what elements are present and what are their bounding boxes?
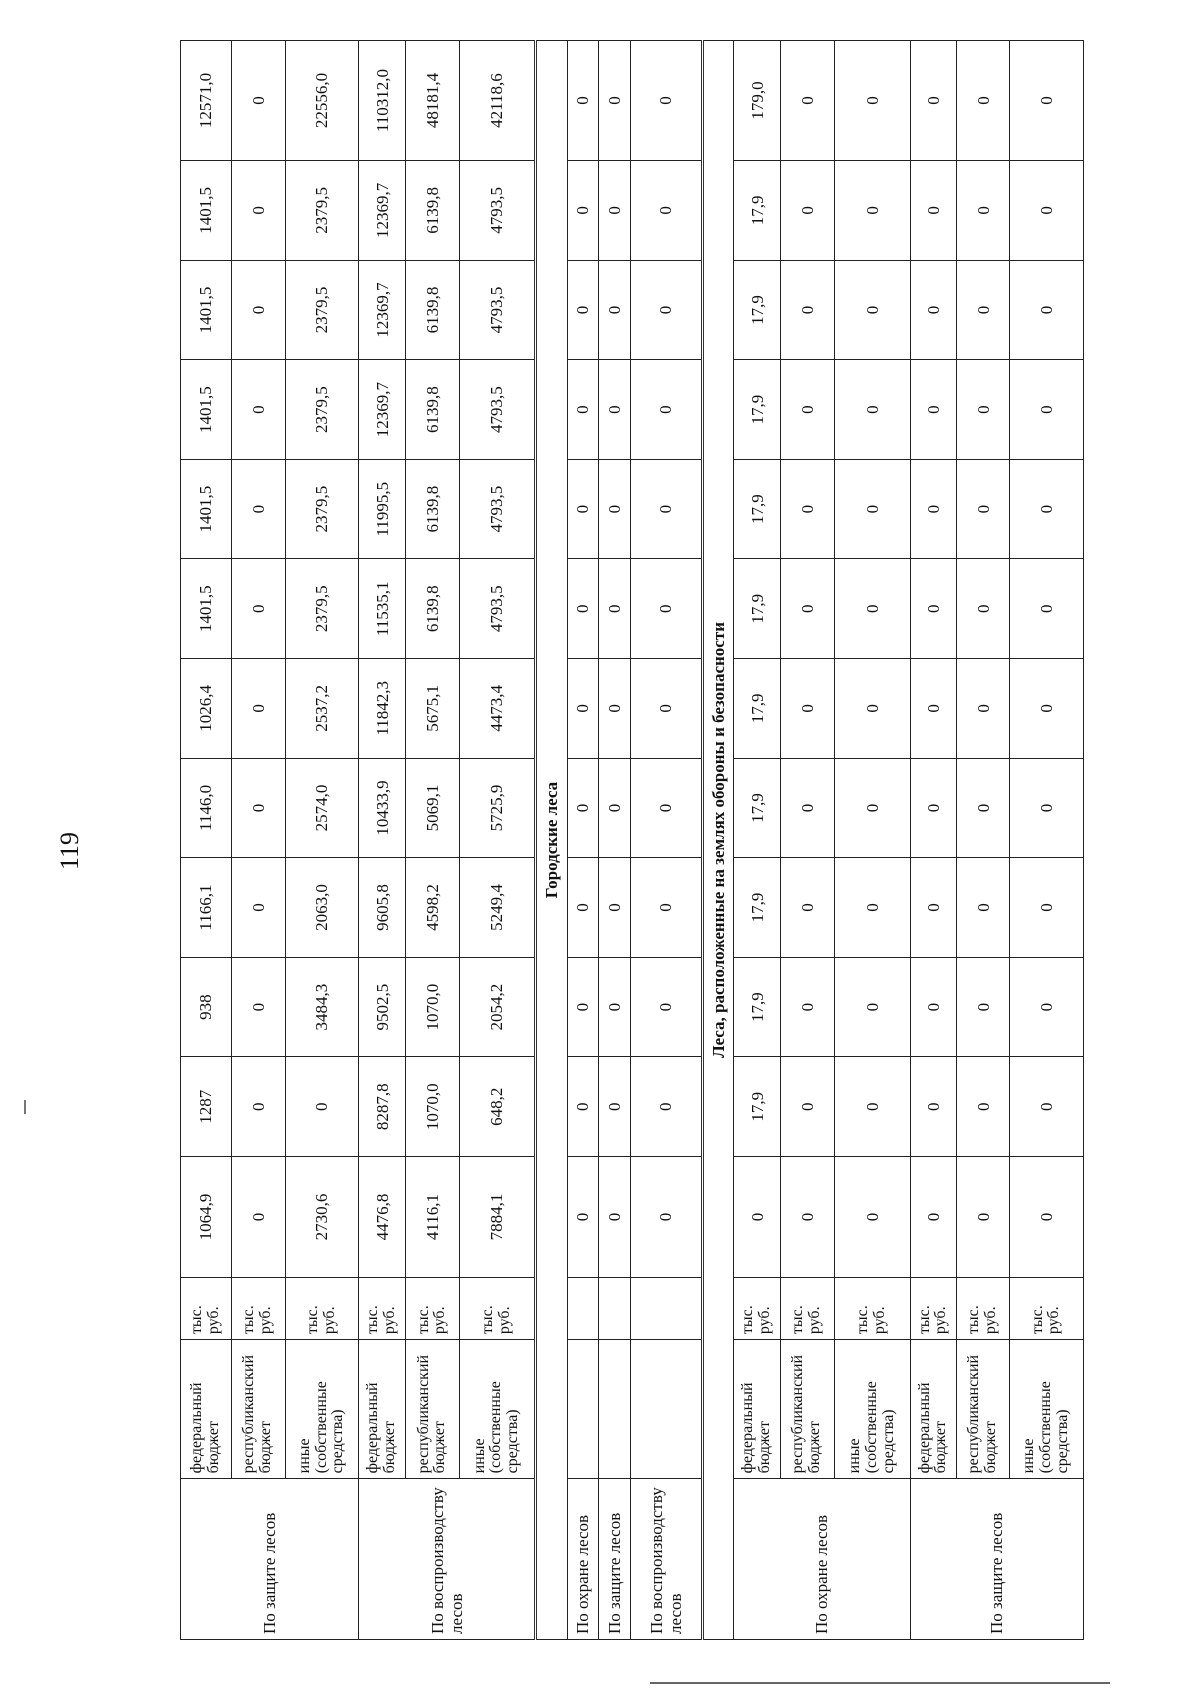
- value-cell: 5675,1: [405, 659, 459, 759]
- section-heading: Леса, расположенные на землях обороны и безопасности: [702, 41, 734, 1640]
- value-cell: 0: [1009, 459, 1083, 559]
- value-cell: 0: [834, 459, 910, 559]
- funding-source-cell: [599, 1340, 631, 1479]
- value-cell: 0: [910, 858, 956, 958]
- value-cell: 0: [599, 957, 631, 1057]
- value-cell: 0: [630, 41, 702, 161]
- value-cell: 0: [1009, 957, 1083, 1057]
- value-cell: 0: [910, 758, 956, 858]
- activity-cell: По воспроизводству лесов: [630, 1479, 702, 1640]
- funding-source-cell: [630, 1340, 702, 1479]
- value-cell: 0: [957, 559, 1010, 659]
- activity-cell: По охране лесов: [734, 1479, 910, 1640]
- value-cell: 0: [780, 659, 834, 759]
- value-cell: 1287: [181, 1057, 232, 1157]
- value-cell: 0: [1009, 758, 1083, 858]
- value-cell: 0: [231, 360, 285, 460]
- value-cell: 0: [834, 957, 910, 1057]
- value-cell: 0: [630, 957, 702, 1057]
- value-cell: 0: [567, 41, 599, 161]
- value-cell: 0: [567, 1157, 599, 1278]
- value-cell: 1064,9: [181, 1157, 232, 1278]
- value-cell: 648,2: [459, 1057, 535, 1157]
- value-cell: 0: [734, 1157, 780, 1278]
- value-cell: 11842,3: [359, 659, 405, 759]
- value-cell: 6139,8: [405, 161, 459, 261]
- value-cell: 1401,5: [181, 459, 232, 559]
- value-cell: 0: [1009, 161, 1083, 261]
- value-cell: 2379,5: [285, 260, 359, 360]
- value-cell: 0: [780, 957, 834, 1057]
- value-cell: 0: [630, 161, 702, 261]
- value-cell: 0: [231, 559, 285, 659]
- value-cell: 0: [567, 161, 599, 261]
- value-cell: 0: [957, 659, 1010, 759]
- value-cell: 8287,8: [359, 1057, 405, 1157]
- table-row: [359, 41, 405, 1640]
- value-cell: 6139,8: [405, 459, 459, 559]
- value-cell: 0: [285, 1057, 359, 1157]
- value-cell: 0: [599, 459, 631, 559]
- value-cell: 9605,8: [359, 858, 405, 958]
- value-cell: 17,9: [734, 858, 780, 958]
- value-cell: 0: [231, 858, 285, 958]
- unit-cell: тыс. руб.: [734, 1278, 780, 1340]
- value-cell: 0: [834, 1057, 910, 1157]
- unit-cell: тыс. руб.: [834, 1278, 910, 1340]
- funding-source-cell: федеральный бюджет: [359, 1340, 405, 1479]
- value-cell: 0: [910, 559, 956, 659]
- funding-source-cell: республиканский бюджет: [780, 1340, 834, 1479]
- table-row: [910, 41, 956, 1640]
- value-cell: 0: [630, 858, 702, 958]
- value-cell: 0: [231, 260, 285, 360]
- value-cell: 0: [630, 1157, 702, 1278]
- funding-source-cell: иные (собственные средства): [459, 1340, 535, 1479]
- value-cell: 0: [1009, 858, 1083, 958]
- value-cell: 0: [1009, 1057, 1083, 1157]
- value-cell: 17,9: [734, 161, 780, 261]
- value-cell: 110312,0: [359, 41, 405, 161]
- value-cell: 5249,4: [459, 858, 535, 958]
- section-heading: Городские леса: [535, 41, 567, 1640]
- value-cell: 0: [910, 41, 956, 161]
- value-cell: 0: [780, 260, 834, 360]
- unit-cell: тыс. руб.: [910, 1278, 956, 1340]
- unit-cell: тыс. руб.: [459, 1278, 535, 1340]
- value-cell: 0: [599, 758, 631, 858]
- value-cell: 0: [630, 758, 702, 858]
- funding-source-cell: федеральный бюджет: [734, 1340, 780, 1479]
- funding-source-cell: [567, 1340, 599, 1479]
- value-cell: 0: [630, 1057, 702, 1157]
- value-cell: 0: [599, 260, 631, 360]
- value-cell: 22556,0: [285, 41, 359, 161]
- value-cell: 17,9: [734, 459, 780, 559]
- value-cell: 12369,7: [359, 260, 405, 360]
- value-cell: 0: [834, 559, 910, 659]
- unit-cell: тыс. руб.: [359, 1278, 405, 1340]
- value-cell: 0: [599, 41, 631, 161]
- value-cell: 0: [780, 1057, 834, 1157]
- value-cell: 0: [599, 559, 631, 659]
- value-cell: 17,9: [734, 559, 780, 659]
- value-cell: 12369,7: [359, 161, 405, 261]
- value-cell: 0: [599, 161, 631, 261]
- value-cell: 4598,2: [405, 858, 459, 958]
- value-cell: 0: [599, 858, 631, 958]
- unit-cell: тыс. руб.: [231, 1278, 285, 1340]
- table-row: [1009, 41, 1083, 1640]
- value-cell: 6139,8: [405, 559, 459, 659]
- value-cell: 938: [181, 957, 232, 1057]
- value-cell: 1401,5: [181, 360, 232, 460]
- value-cell: 6139,8: [405, 360, 459, 460]
- value-cell: 0: [630, 459, 702, 559]
- value-cell: 17,9: [734, 957, 780, 1057]
- table-row: [599, 41, 631, 1640]
- value-cell: 0: [1009, 659, 1083, 759]
- value-cell: 1166,1: [181, 858, 232, 958]
- value-cell: 1401,5: [181, 559, 232, 659]
- value-cell: 4116,1: [405, 1157, 459, 1278]
- value-cell: 0: [834, 1157, 910, 1278]
- value-cell: 0: [231, 1157, 285, 1278]
- value-cell: 4793,5: [459, 459, 535, 559]
- section-row: [702, 41, 734, 1640]
- rotated-table-frame: [180, 40, 1084, 1640]
- value-cell: 2063,0: [285, 858, 359, 958]
- table-row: [834, 41, 910, 1640]
- value-cell: 17,9: [734, 1057, 780, 1157]
- activity-cell: По защите лесов: [599, 1479, 631, 1640]
- activity-cell: По защите лесов: [181, 1479, 359, 1640]
- value-cell: 0: [780, 1157, 834, 1278]
- value-cell: 4476,8: [359, 1157, 405, 1278]
- value-cell: 0: [910, 161, 956, 261]
- unit-cell: тыс. руб.: [285, 1278, 359, 1340]
- value-cell: 2574,0: [285, 758, 359, 858]
- value-cell: 0: [599, 1157, 631, 1278]
- table-container: [180, 40, 1084, 1640]
- value-cell: 0: [630, 360, 702, 460]
- value-cell: 0: [567, 260, 599, 360]
- value-cell: 0: [834, 659, 910, 759]
- page-number: 119: [55, 831, 84, 871]
- unit-cell: тыс. руб.: [181, 1278, 232, 1340]
- value-cell: 0: [780, 758, 834, 858]
- value-cell: 0: [957, 260, 1010, 360]
- value-cell: 2730,6: [285, 1157, 359, 1278]
- value-cell: 2379,5: [285, 360, 359, 460]
- value-cell: 1070,0: [405, 1057, 459, 1157]
- value-cell: 4793,5: [459, 559, 535, 659]
- value-cell: 9502,5: [359, 957, 405, 1057]
- value-cell: 0: [780, 858, 834, 958]
- value-cell: 0: [910, 360, 956, 460]
- value-cell: 0: [599, 659, 631, 759]
- table-row: [459, 41, 535, 1640]
- value-cell: 1026,4: [181, 659, 232, 759]
- value-cell: 2537,2: [285, 659, 359, 759]
- value-cell: 0: [910, 957, 956, 1057]
- value-cell: 0: [957, 758, 1010, 858]
- value-cell: 0: [910, 1157, 956, 1278]
- value-cell: 2379,5: [285, 559, 359, 659]
- value-cell: 2379,5: [285, 459, 359, 559]
- value-cell: 0: [834, 161, 910, 261]
- funding-source-cell: иные (собственные средства): [834, 1340, 910, 1479]
- value-cell: 1146,0: [181, 758, 232, 858]
- value-cell: 0: [630, 260, 702, 360]
- value-cell: 4473,4: [459, 659, 535, 759]
- value-cell: 0: [599, 1057, 631, 1157]
- value-cell: 17,9: [734, 360, 780, 460]
- value-cell: 0: [780, 459, 834, 559]
- value-cell: 0: [567, 758, 599, 858]
- value-cell: 0: [910, 659, 956, 759]
- value-cell: 0: [231, 957, 285, 1057]
- value-cell: 0: [957, 858, 1010, 958]
- section-row: [535, 41, 567, 1640]
- unit-cell: [567, 1278, 599, 1340]
- value-cell: 0: [567, 957, 599, 1057]
- value-cell: 0: [567, 659, 599, 759]
- funding-source-cell: иные (собственные средства): [285, 1340, 359, 1479]
- value-cell: 5069,1: [405, 758, 459, 858]
- table-body: [181, 41, 1084, 1640]
- value-cell: 5725,9: [459, 758, 535, 858]
- value-cell: 3484,3: [285, 957, 359, 1057]
- value-cell: 0: [957, 1057, 1010, 1157]
- value-cell: 0: [780, 360, 834, 460]
- value-cell: 0: [957, 360, 1010, 460]
- value-cell: 6139,8: [405, 260, 459, 360]
- scan-mark: [24, 1100, 26, 1114]
- value-cell: 17,9: [734, 758, 780, 858]
- value-cell: 12369,7: [359, 360, 405, 460]
- value-cell: 0: [567, 1057, 599, 1157]
- table-row: [405, 41, 459, 1640]
- value-cell: 0: [567, 459, 599, 559]
- value-cell: 1401,5: [181, 260, 232, 360]
- value-cell: 4793,5: [459, 260, 535, 360]
- value-cell: 48181,4: [405, 41, 459, 161]
- value-cell: 0: [1009, 559, 1083, 659]
- funding-source-cell: республиканский бюджет: [231, 1340, 285, 1479]
- value-cell: 0: [780, 41, 834, 161]
- table-row: [567, 41, 599, 1640]
- funding-source-cell: республиканский бюджет: [405, 1340, 459, 1479]
- funding-source-cell: федеральный бюджет: [910, 1340, 956, 1479]
- value-cell: 0: [957, 161, 1010, 261]
- value-cell: 0: [780, 559, 834, 659]
- value-cell: 0: [834, 858, 910, 958]
- value-cell: 0: [834, 41, 910, 161]
- value-cell: 0: [957, 1157, 1010, 1278]
- value-cell: 0: [630, 559, 702, 659]
- value-cell: 0: [567, 559, 599, 659]
- value-cell: 4793,5: [459, 360, 535, 460]
- value-cell: 17,9: [734, 260, 780, 360]
- unit-cell: тыс. руб.: [957, 1278, 1010, 1340]
- value-cell: 0: [567, 858, 599, 958]
- value-cell: 2054,2: [459, 957, 535, 1057]
- value-cell: 4793,5: [459, 161, 535, 261]
- table-row: [231, 41, 285, 1640]
- value-cell: 179,0: [734, 41, 780, 161]
- activity-cell: По охране лесов: [567, 1479, 599, 1640]
- value-cell: 17,9: [734, 659, 780, 759]
- value-cell: 0: [1009, 1157, 1083, 1278]
- funding-source-cell: иные (собственные средства): [1009, 1340, 1083, 1479]
- value-cell: 0: [599, 360, 631, 460]
- funding-source-cell: федеральный бюджет: [181, 1340, 232, 1479]
- table-row: [734, 41, 780, 1640]
- table-row: [630, 41, 702, 1640]
- value-cell: 11535,1: [359, 559, 405, 659]
- value-cell: 0: [910, 459, 956, 559]
- value-cell: 0: [1009, 260, 1083, 360]
- value-cell: 0: [630, 659, 702, 759]
- table-row: [181, 41, 232, 1640]
- unit-cell: тыс. руб.: [405, 1278, 459, 1340]
- forest-funding-table: [180, 40, 1084, 1640]
- value-cell: 0: [910, 260, 956, 360]
- unit-cell: [599, 1278, 631, 1340]
- value-cell: 0: [957, 957, 1010, 1057]
- value-cell: 11995,5: [359, 459, 405, 559]
- value-cell: 0: [957, 41, 1010, 161]
- footer-rule: [650, 1682, 1110, 1684]
- value-cell: 0: [567, 360, 599, 460]
- value-cell: 0: [910, 1057, 956, 1157]
- value-cell: 0: [231, 41, 285, 161]
- value-cell: 2379,5: [285, 161, 359, 261]
- value-cell: 0: [780, 161, 834, 261]
- value-cell: 0: [231, 459, 285, 559]
- value-cell: 0: [834, 758, 910, 858]
- activity-cell: По воспроизводству лесов: [359, 1479, 535, 1640]
- value-cell: 12571,0: [181, 41, 232, 161]
- value-cell: 1401,5: [181, 161, 232, 261]
- activity-cell: По защите лесов: [910, 1479, 1083, 1640]
- value-cell: 0: [834, 360, 910, 460]
- value-cell: 0: [231, 1057, 285, 1157]
- table-row: [780, 41, 834, 1640]
- value-cell: 0: [231, 161, 285, 261]
- value-cell: 10433,9: [359, 758, 405, 858]
- value-cell: 7884,1: [459, 1157, 535, 1278]
- value-cell: 0: [1009, 41, 1083, 161]
- value-cell: 0: [957, 459, 1010, 559]
- value-cell: 1070,0: [405, 957, 459, 1057]
- table-row: [957, 41, 1010, 1640]
- table-row: [285, 41, 359, 1640]
- unit-cell: [630, 1278, 702, 1340]
- value-cell: 42118,6: [459, 41, 535, 161]
- funding-source-cell: республиканский бюджет: [957, 1340, 1010, 1479]
- value-cell: 0: [231, 758, 285, 858]
- value-cell: 0: [834, 260, 910, 360]
- unit-cell: тыс. руб.: [1009, 1278, 1083, 1340]
- value-cell: 0: [1009, 360, 1083, 460]
- unit-cell: тыс. руб.: [780, 1278, 834, 1340]
- value-cell: 0: [231, 659, 285, 759]
